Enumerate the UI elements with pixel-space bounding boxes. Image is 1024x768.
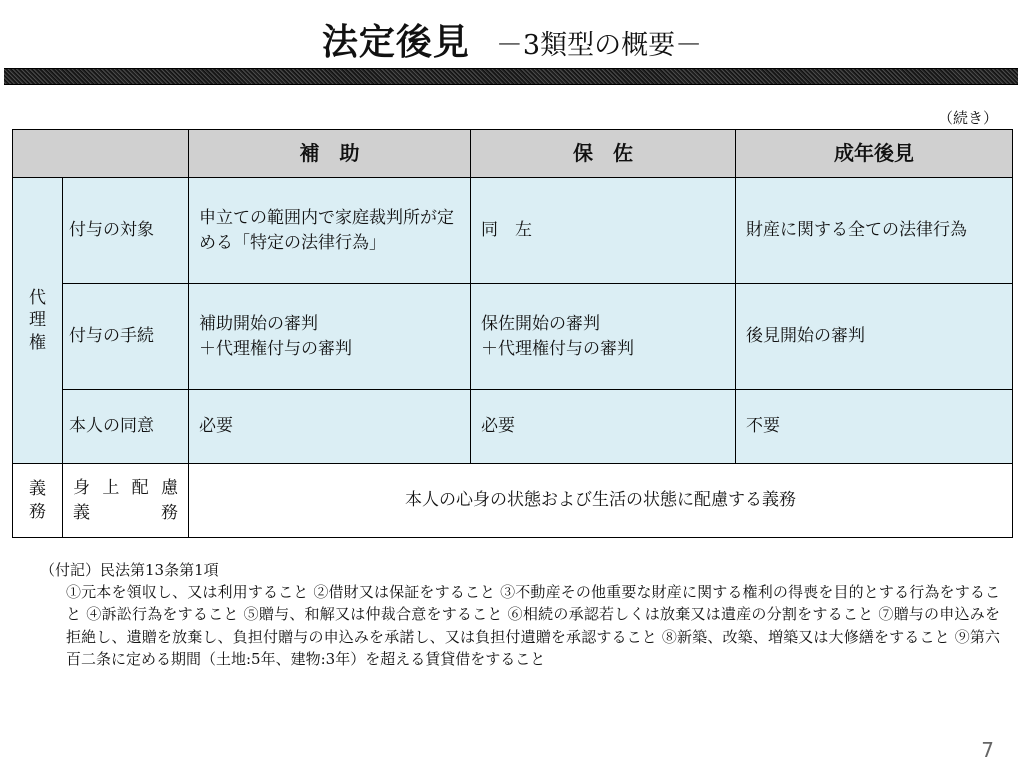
duty-label-line1: 身 上 配 慮 <box>73 477 178 498</box>
guardianship-table <box>12 129 1013 538</box>
page-number: 7 <box>981 738 994 762</box>
cell-hojo-scope: 申立ての範囲内で家庭裁判所が定める「特定の法律行為」 <box>189 178 471 284</box>
group-duty-label: 義務 <box>29 479 46 522</box>
title-main: 法定後見 <box>321 22 470 63</box>
cell-kouken-procedure: 後見開始の審判 <box>736 284 1013 390</box>
table-row <box>13 284 1013 390</box>
footnote-heading: （付記）民法第13条第1項 <box>40 561 219 579</box>
title-subtitle: －3類型の概要－ <box>495 30 703 61</box>
title-divider <box>4 68 1018 85</box>
cell-hojo-procedure <box>189 284 471 390</box>
header-hojo: 補 助 <box>189 130 471 178</box>
row-label-consent: 本人の同意 <box>63 390 189 464</box>
slide-title <box>0 14 1024 62</box>
header-hosa: 保 佐 <box>471 130 736 178</box>
header-kouken: 成年後見 <box>736 130 1013 178</box>
cell-hojo-procedure-line1: 補助開始の審判 <box>199 313 318 334</box>
duty-label-line2: 義 務 <box>73 502 178 523</box>
table-header-row <box>13 130 1013 178</box>
footnote <box>40 559 1000 670</box>
cell-hosa-procedure-line2: ＋代理権付与の審判 <box>481 338 634 359</box>
footnote-body: ①元本を領収し、又は利用すること ②借財又は保証をすること ③不動産その他重要な財産に関する権利の得喪を目的とする行為をすること ④訴訟行為をすること ⑤贈与、和解又は仲裁合意をすること ⑥相続の承認若しくは放棄又は遺産の分割をすること ⑦贈与の申込みを拒絶し、遺贈を放棄し、負担付贈与の申込みを承諾し、又は負担付遺贈を承認すること ⑧新築、改築、増築又は大修繕をすること ⑨第六百二条に定める期間（土地:5年、建物:3年）を超える賃貸借をすること <box>66 583 1000 668</box>
table-row <box>13 390 1013 464</box>
group-duty <box>13 464 63 538</box>
continued-label: （続き） <box>937 109 998 127</box>
table-row <box>13 464 1013 538</box>
group-agency-label: 代理権 <box>29 288 46 353</box>
cell-hojo-procedure-line2: ＋代理権付与の審判 <box>199 338 352 359</box>
cell-hosa-procedure-line1: 保佐開始の審判 <box>481 313 600 334</box>
group-agency <box>13 178 63 464</box>
cell-hosa-procedure <box>471 284 736 390</box>
cell-kouken-scope: 財産に関する全ての法律行為 <box>736 178 1013 284</box>
cell-duty-value: 本人の心身の状態および生活の状態に配慮する義務 <box>189 464 1013 538</box>
cell-hosa-consent: 必要 <box>471 390 736 464</box>
row-label-scope: 付与の対象 <box>63 178 189 284</box>
row-label-procedure: 付与の手続 <box>63 284 189 390</box>
header-corner <box>13 130 189 178</box>
cell-hosa-scope: 同 左 <box>471 178 736 284</box>
cell-hojo-consent: 必要 <box>189 390 471 464</box>
cell-kouken-consent: 不要 <box>736 390 1013 464</box>
table-row <box>13 178 1013 284</box>
row-label-duty <box>63 464 189 538</box>
